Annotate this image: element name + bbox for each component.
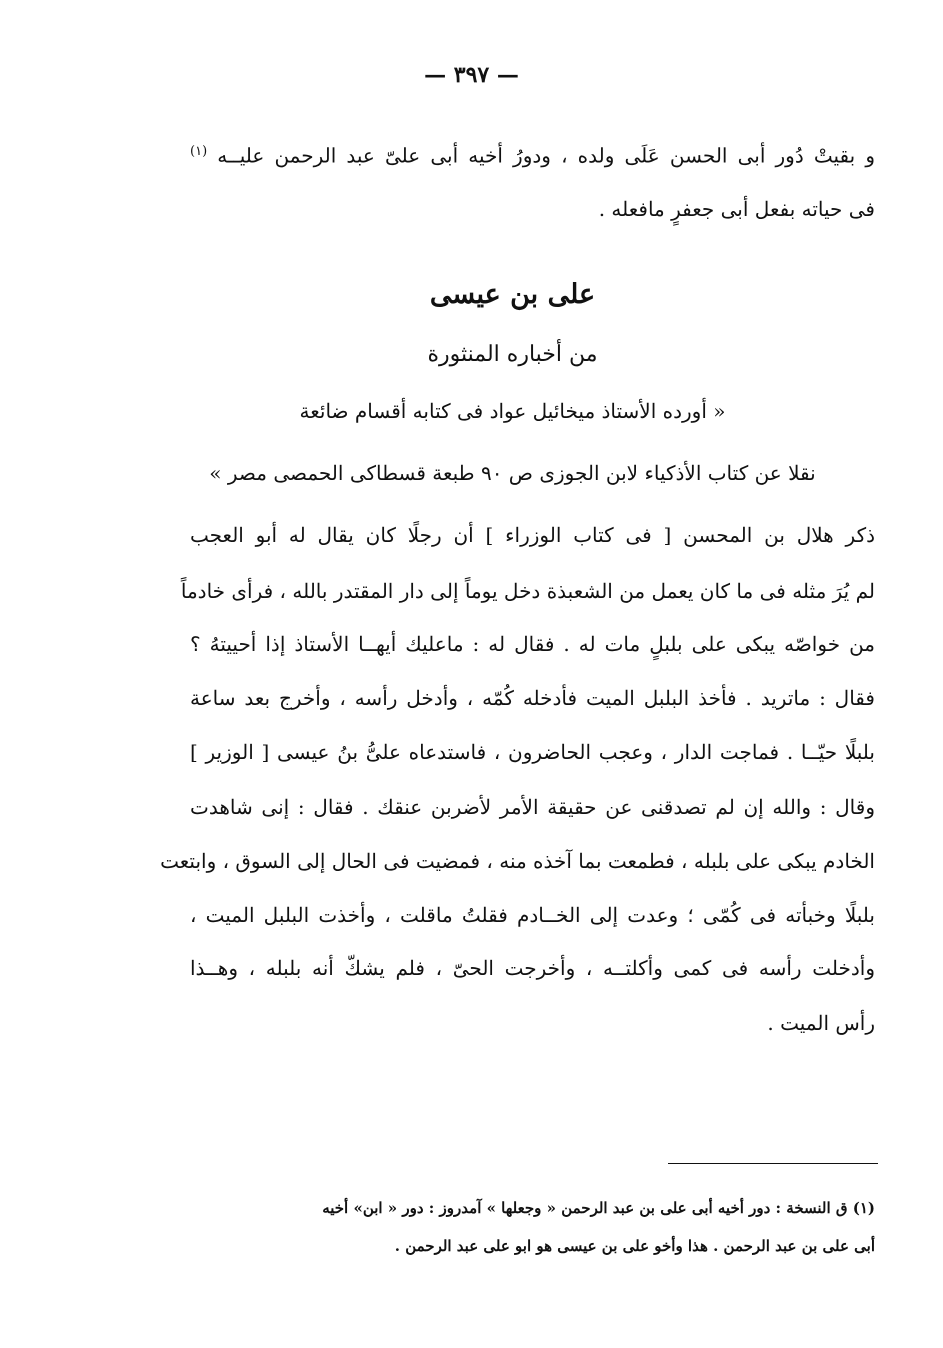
footnote-line-1: (١) ق النسخة : دور أخيه أبى على بن عبد الرحمن « وجعلها » آمدروز : دور « ابن» أخيه [322,1199,875,1217]
body-line-2: لم يُرَ مثله فى ما كان يعمل من الشعبذة دخل يوماً إلى دار المقتدر بالله ، فرأى خادماً [180,579,875,603]
section-title: على بن عيسى [429,279,596,310]
footnote-ref-1: (١) [190,144,208,159]
body-line-7: الخادم يبكى على بلبله ، فطمعت بما آخذه منه ، فمضيت فى الحال إلى السوق ، وابتعت [160,849,875,873]
body-line-8: بلبلًا وخبأته فى كُمّى ؛ وعدت إلى الخــادم فقلتُ ماقلت ، وأخذت البلبل الميت ، [190,903,875,927]
intro-line-2: فى حياته بفعل أبى جعفرٍ مافعله . [598,197,875,221]
source-line-1: « أورده الأستاذ ميخائيل عواد فى كتابه أقسام ضائعة [299,399,726,423]
body-line-10: رأس الميت . [767,1011,875,1035]
body-line-9: وأدخلت رأسه فى كمى وأكلتــه ، وأخرجت الحىّ ، فلم يشكّ أنه بلبله ، وهــذا [190,956,875,980]
body-line-3: من خواصّه يبكى على بلبلٍ مات له . فقال له : ماعليك أيهــا الأستاذ إذا أحييتهُ ؟ [190,632,875,656]
footnote-line-2: أبى على بن عبد الرحمن . هذا وأخو على بن عيسى هو ابو على عبد الرحمن . [394,1237,875,1255]
body-line-4: فقال : ماتريد . فأخذ البلبل الميت فأدخله كُمّه ، وأدخل رأسه ، وأخرج بعد ساعة [190,686,875,710]
body-line-1: ذكر هلال بن المحسن [ فى كتاب الوزراء ] أن رجلًا كان يقال له أبو العجب [190,523,875,547]
source-line-2: نقلا عن كتاب الأذكياء لابن الجوزى ص ٩٠ طبعة قسطاكى الحمصى مصر » [209,461,816,485]
intro-line-1-text: و بقيتْ دُور أبى الحسن عَلَى ولده ، ودورُ أخيه أبى علىّ عبد الرحمن عليــه [217,143,876,168]
intro-line-1 [190,137,875,171]
footnote-divider [668,1163,878,1164]
page-number: — ٣٩٧ — [424,62,519,88]
body-line-6: وقال : والله إن لم تصدقنى عن حقيقة الأمر لأضربن عنقك . فقال : إنى شاهدت [190,795,875,819]
body-line-5: بلبلًا حيّــا . فماجت الدار ، وعجب الحاضرون ، فاستدعاه علىُّ بنُ عيسى [ الوزير ] [190,740,875,764]
section-subtitle: من أخباره المنثورة [427,342,598,367]
